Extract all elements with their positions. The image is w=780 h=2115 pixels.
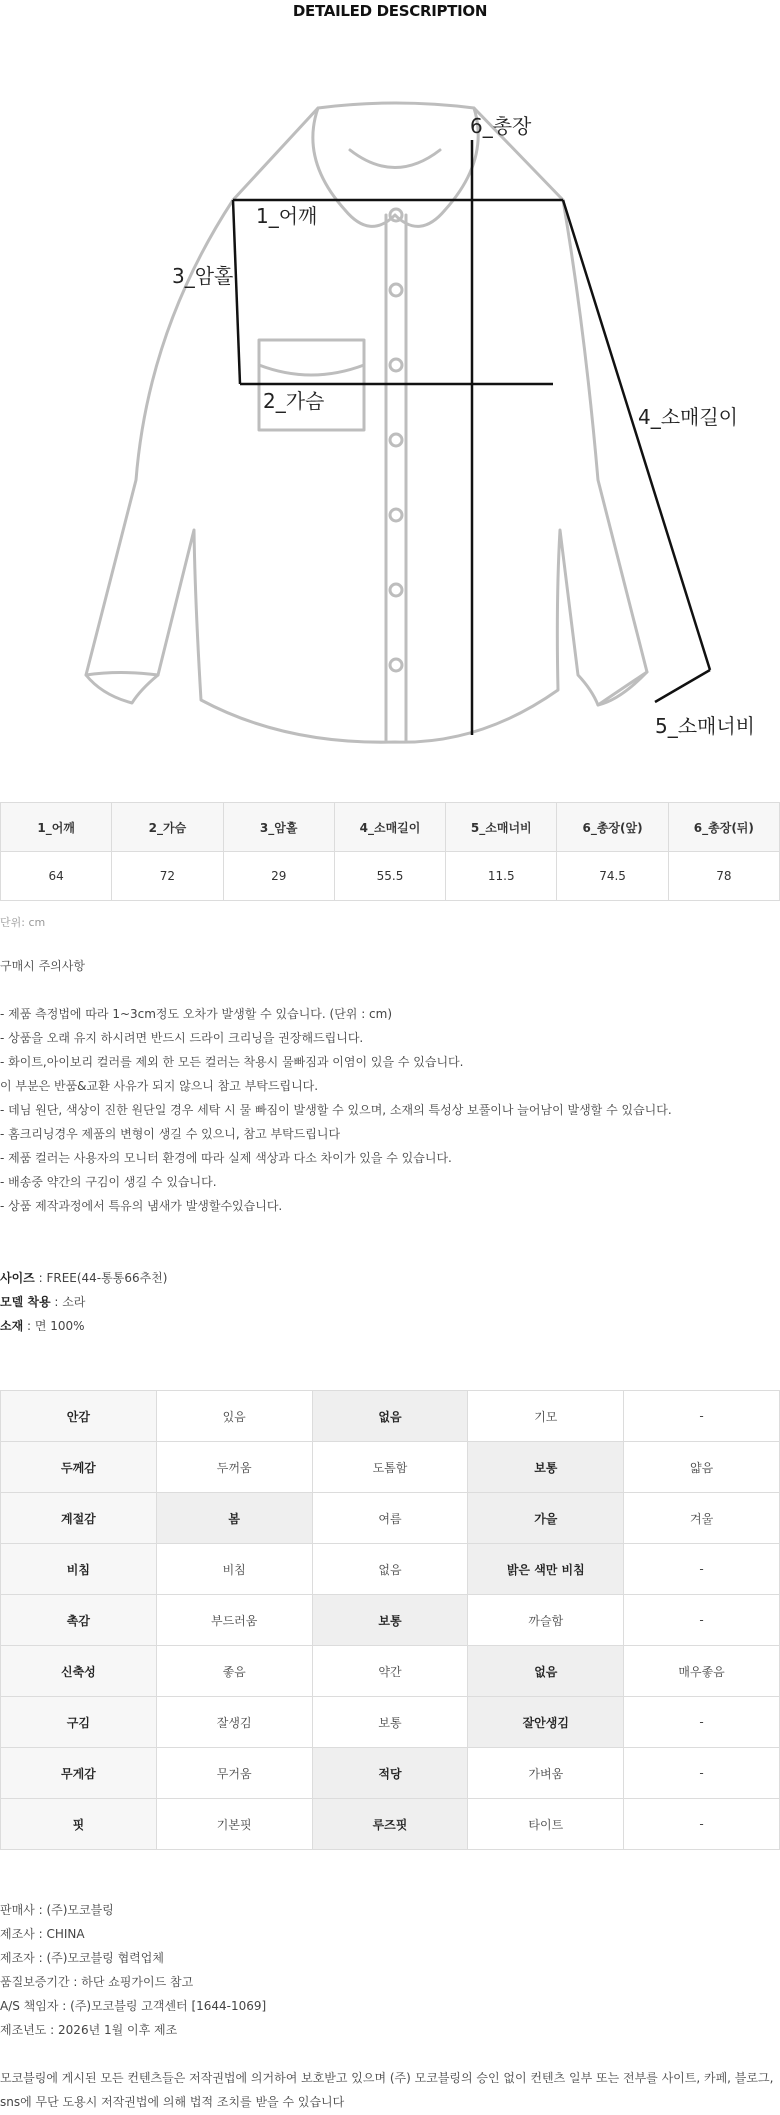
size-header-armhole: 3_암홀 — [223, 803, 334, 852]
feel-row-header: 촉감 — [1, 1595, 157, 1646]
caution-line: - 데님 원단, 색상이 진한 원단일 경우 세탁 시 물 빠짐이 발생할 수 있으며, 소재의 특성상 보풀이나 늘어남이 발생할 수 있습니다. — [0, 1103, 672, 1117]
size-value-row — [1, 852, 780, 901]
feel-option: 도톰함 — [312, 1442, 468, 1493]
spec-material: 소재 : 면 100% — [0, 1319, 85, 1333]
feel-option: 얇음 — [624, 1442, 780, 1493]
feel-option: 좋음 — [156, 1646, 312, 1697]
feel-option: 잘생김 — [156, 1697, 312, 1748]
info-warranty: 품질보증기간 : 하단 쇼핑가이드 참고 — [0, 1975, 194, 1989]
feel-option: 까슬함 — [468, 1595, 624, 1646]
caution-line: 이 부분은 반품&교환 사유가 되지 않으니 참고 부탁드립니다. — [0, 1079, 319, 1093]
feel-row — [1, 1544, 780, 1595]
caution-section — [0, 954, 780, 1218]
copyright-notice: 모코블링에 게시된 모든 컨텐츠들은 저작권법에 의거하여 보호받고 있으며 (주) 모코블링의 승인 없이 컨텐츠 일부 또는 전부를 사이트, 카페, 블로그, sns에 무단 도용시 저작권법에 의해 법적 조치를 받을 수 있습니다 — [0, 2071, 774, 2109]
caution-line: - 상품 제작과정에서 특유의 냄새가 발생할수있습니다. — [0, 1199, 283, 1213]
feel-row-header: 계절감 — [1, 1493, 157, 1544]
caution-line: - 상품을 오래 유지 하시려면 반드시 드라이 크리닝을 권장해드립니다. — [0, 1031, 364, 1045]
feel-option: 무거움 — [156, 1748, 312, 1799]
product-info — [0, 1898, 266, 2042]
size-header-chest: 2_가슴 — [112, 803, 223, 852]
label-sleeve-length: 4_소매길이 — [638, 405, 739, 429]
feel-option: - — [624, 1697, 780, 1748]
feel-option: 기본핏 — [156, 1799, 312, 1850]
armhole-line — [233, 200, 240, 384]
feel-row — [1, 1646, 780, 1697]
feel-row — [1, 1493, 780, 1544]
size-value-chest: 72 — [112, 852, 223, 901]
feel-row — [1, 1595, 780, 1646]
feel-option: 매우좋음 — [624, 1646, 780, 1697]
size-value-shoulder: 64 — [1, 852, 112, 901]
measurement-lines — [233, 140, 710, 735]
feel-option: 비침 — [156, 1544, 312, 1595]
caution-heading: 구매시 주의사항 — [0, 959, 85, 973]
feel-row-header: 무게감 — [1, 1748, 157, 1799]
feel-row-header: 구김 — [1, 1697, 157, 1748]
label-armhole: 3_암홀 — [172, 264, 234, 288]
feel-option: 있음 — [156, 1391, 312, 1442]
unit-note: 단위: cm — [0, 916, 46, 929]
feel-option: 약간 — [312, 1646, 468, 1697]
feel-option: 부드러움 — [156, 1595, 312, 1646]
feel-option: 겨울 — [624, 1493, 780, 1544]
feel-option: - — [624, 1544, 780, 1595]
caution-line: - 제품 컬러는 사용자의 모니터 환경에 따라 실제 색상과 다소 차이가 있을 수 있습니다. — [0, 1151, 452, 1165]
feel-row-header: 안감 — [1, 1391, 157, 1442]
feel-row — [1, 1442, 780, 1493]
size-table — [0, 802, 780, 901]
feel-option: 보통 — [312, 1697, 468, 1748]
feel-option: 두꺼움 — [156, 1442, 312, 1493]
caution-line: - 화이트,아이보리 컬러를 제외 한 모든 컬러는 착용시 물빠짐과 이염이 있을 수 있습니다. — [0, 1055, 464, 1069]
size-value-length-back: 78 — [668, 852, 779, 901]
feel-row — [1, 1799, 780, 1850]
feel-row-header: 핏 — [1, 1799, 157, 1850]
feel-option: 보통 — [312, 1595, 468, 1646]
page-title: DETAILED DESCRIPTION — [292, 2, 488, 20]
feel-option: 가벼움 — [468, 1748, 624, 1799]
feel-option: 없음 — [312, 1544, 468, 1595]
feel-row — [1, 1391, 780, 1442]
feel-row-header: 신축성 — [1, 1646, 157, 1697]
size-header-sleeve-width: 5_소매너비 — [446, 803, 557, 852]
feel-row — [1, 1697, 780, 1748]
label-shoulder: 1_어깨 — [256, 204, 318, 228]
feel-option: 타이트 — [468, 1799, 624, 1850]
spec-model: 모델 착용 : 소라 — [0, 1295, 86, 1309]
feel-option: 밝은 색만 비침 — [468, 1544, 624, 1595]
info-manufacture-date: 제조년도 : 2026년 1월 이후 제조 — [0, 2023, 178, 2037]
size-value-sleeve-width: 11.5 — [446, 852, 557, 901]
info-manufacturer: 제조사 : CHINA — [0, 1927, 85, 1941]
label-sleeve-width: 5_소매너비 — [655, 714, 756, 738]
shirt-measurement-diagram — [0, 90, 780, 750]
spec-section — [0, 1266, 167, 1338]
size-header-row — [1, 803, 780, 852]
feel-option: 없음 — [468, 1646, 624, 1697]
feel-option: 루즈핏 — [312, 1799, 468, 1850]
feel-option: 잘안생김 — [468, 1697, 624, 1748]
caution-line: - 홈크리닝경우 제품의 변형이 생길 수 있으니, 참고 부탁드립니다 — [0, 1127, 341, 1141]
feel-row-header: 비침 — [1, 1544, 157, 1595]
caution-line: - 배송중 약간의 구김이 생길 수 있습니다. — [0, 1175, 217, 1189]
feel-option: 기모 — [468, 1391, 624, 1442]
feel-option: - — [624, 1391, 780, 1442]
feel-option: - — [624, 1748, 780, 1799]
feel-row — [1, 1748, 780, 1799]
feel-option: 봄 — [156, 1493, 312, 1544]
caution-line: - 제품 측정법에 따라 1~3cm정도 오차가 발생할 수 있습니다. (단위 : cm) — [0, 1007, 393, 1021]
size-header-shoulder: 1_어깨 — [1, 803, 112, 852]
size-header-sleeve-length: 4_소매길이 — [334, 803, 445, 852]
spec-size: 사이즈 : FREE(44-통통66추천) — [0, 1271, 168, 1285]
label-chest: 2_가슴 — [263, 389, 325, 413]
size-value-sleeve-length: 55.5 — [334, 852, 445, 901]
sleeve-width-line — [655, 670, 710, 702]
feel-option: - — [624, 1595, 780, 1646]
feel-option: 보통 — [468, 1442, 624, 1493]
label-total-length: 6_총장 — [470, 114, 532, 138]
info-seller: 판매사 : (주)모코블링 — [0, 1903, 114, 1917]
feel-option: 여름 — [312, 1493, 468, 1544]
feel-row-header: 두께감 — [1, 1442, 157, 1493]
size-header-length-back: 6_총장(뒤) — [668, 803, 779, 852]
feel-option: - — [624, 1799, 780, 1850]
feel-option: 없음 — [312, 1391, 468, 1442]
feel-option: 적당 — [312, 1748, 468, 1799]
info-as-contact: A/S 책임자 : (주)모코블링 고객센터 [1644-1069] — [0, 1999, 267, 2013]
size-value-armhole: 29 — [223, 852, 334, 901]
sleeve-length-line — [563, 200, 710, 670]
info-maker: 제조자 : (주)모코블링 협력업체 — [0, 1951, 164, 1965]
size-value-length-front: 74.5 — [557, 852, 668, 901]
size-header-length-front: 6_총장(앞) — [557, 803, 668, 852]
fabric-feel-table — [0, 1390, 780, 1850]
feel-option: 가을 — [468, 1493, 624, 1544]
